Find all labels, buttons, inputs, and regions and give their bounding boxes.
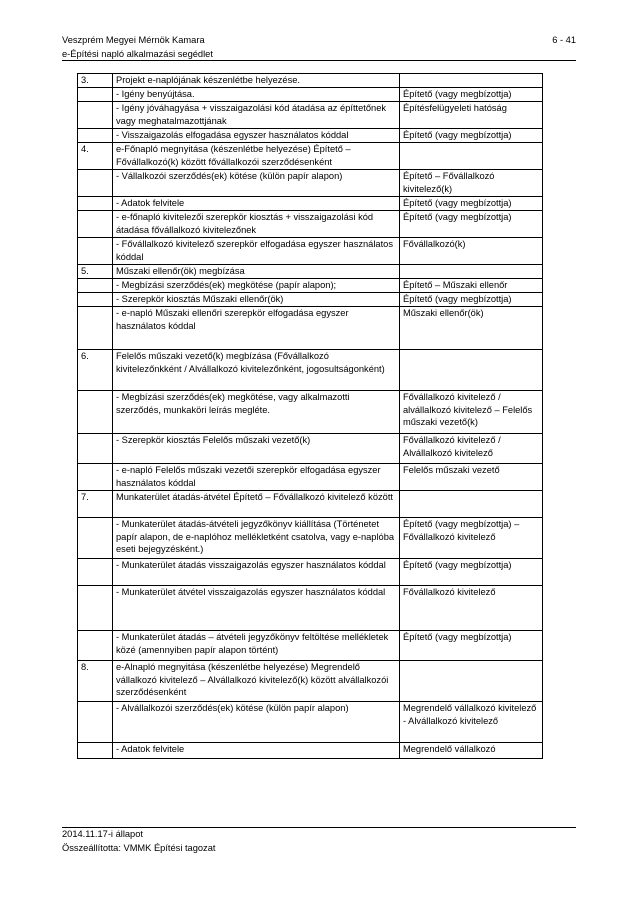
table-row <box>78 434 543 464</box>
table-row <box>78 143 543 170</box>
task-cell: Műszaki ellenőr(ök) megbízása <box>113 265 400 279</box>
task-cell: - Visszaigazolás elfogadása egyszer használatos kóddal <box>113 129 400 143</box>
responsible-cell: Építésfelügyeleti hatóság <box>400 102 543 129</box>
table-row <box>78 129 543 143</box>
step-number-cell <box>78 197 113 211</box>
responsible-cell: Megrendelő vállalkozó <box>400 743 543 759</box>
responsible-cell: Építető (vagy megbízottja) <box>400 129 543 143</box>
responsible-cell: Fővállalkozó kivitelező / Alvállalkozó kivitelező <box>400 434 543 464</box>
table-row <box>78 518 543 559</box>
step-number-cell: 3. <box>78 74 113 88</box>
task-cell: - Munkaterület átadás visszaigazolás egyszer használatos kóddal <box>113 559 400 586</box>
responsible-cell: Megrendelő vállalkozó kivitelező - Alvállalkozó kivitelező <box>400 702 543 743</box>
footer-divider <box>62 827 576 828</box>
responsible-cell: Építető (vagy megbízottja) <box>400 559 543 586</box>
step-number-cell <box>78 170 113 197</box>
responsible-cell: Építető (vagy megbízottja) <box>400 211 543 238</box>
table-row <box>78 279 543 293</box>
table-row <box>78 265 543 279</box>
step-number-cell <box>78 464 113 491</box>
footer-compiled-by: Összeállította: VMMK Építési tagozat <box>62 843 216 853</box>
table-row <box>78 170 543 197</box>
task-cell: - Adatok felvitele <box>113 743 400 759</box>
step-number-cell <box>78 279 113 293</box>
table-row <box>78 661 543 702</box>
table-row <box>78 631 543 661</box>
table-row <box>78 102 543 129</box>
table-row <box>78 491 543 518</box>
table-row <box>78 586 543 631</box>
task-cell: - Munkaterület átvétel visszaigazolás egyszer használatos kóddal <box>113 586 400 631</box>
step-number-cell <box>78 211 113 238</box>
header-subtitle: e-Építési napló alkalmazási segédlet <box>62 49 213 59</box>
table-row <box>78 464 543 491</box>
task-cell: - Megbízási szerződés(ek) megkötése, vagy alkalmazotti szerződés, munkaköri leírás megléte. <box>113 391 400 434</box>
step-number-cell <box>78 743 113 759</box>
responsible-cell <box>400 661 543 702</box>
table-row <box>78 702 543 743</box>
step-number-cell: 7. <box>78 491 113 518</box>
task-cell: - Megbízási szerződés(ek) megkötése (papír alapon); <box>113 279 400 293</box>
table-row <box>78 559 543 586</box>
table-row <box>78 238 543 265</box>
procedure-table <box>77 73 543 759</box>
step-number-cell <box>78 102 113 129</box>
responsible-cell <box>400 74 543 88</box>
task-cell: Projekt e-naplójának készenlétbe helyezése. <box>113 74 400 88</box>
task-cell: - e-napló Műszaki ellenőri szerepkör elfogadása egyszer használatos kóddal <box>113 307 400 350</box>
step-number-cell <box>78 586 113 631</box>
step-number-cell <box>78 129 113 143</box>
step-number-cell <box>78 88 113 102</box>
responsible-cell: Építető (vagy megbízottja) <box>400 293 543 307</box>
responsible-cell <box>400 143 543 170</box>
task-cell: - Adatok felvitele <box>113 197 400 211</box>
step-number-cell <box>78 631 113 661</box>
step-number-cell <box>78 434 113 464</box>
step-number-cell <box>78 559 113 586</box>
step-number-cell: 6. <box>78 350 113 391</box>
table-row <box>78 350 543 391</box>
responsible-cell: Felelős műszaki vezető <box>400 464 543 491</box>
task-cell: - Alvállalkozói szerződés(ek) kötése (külön papír alapon) <box>113 702 400 743</box>
step-number-cell <box>78 307 113 350</box>
table-row <box>78 211 543 238</box>
task-cell: Felelős műszaki vezető(k) megbízása (Fővállalkozó kivitelezőnkként / Alvállalkozó kivitelezőnként, jogosultságonként) <box>113 350 400 391</box>
responsible-cell: Fővállalkozó kivitelező <box>400 586 543 631</box>
responsible-cell: Építető (vagy megbízottja) <box>400 197 543 211</box>
responsible-cell <box>400 265 543 279</box>
table-row <box>78 743 543 759</box>
table-row <box>78 197 543 211</box>
responsible-cell: Fővállalkozó kivitelező / alvállalkozó kivitelező – Felelős műszaki vezető(k) <box>400 391 543 434</box>
table-row <box>78 391 543 434</box>
footer-date: 2014.11.17-i állapot <box>62 829 143 839</box>
task-cell: - e-napló Felelős műszaki vezetői szerepkör elfogadása egyszer használatos kóddal <box>113 464 400 491</box>
task-cell: Munkaterület átadás-átvétel Építető – Fővállalkozó kivitelező között <box>113 491 400 518</box>
page-number: 6 - 41 <box>552 35 576 45</box>
table-row <box>78 307 543 350</box>
task-cell: - Vállalkozói szerződés(ek) kötése (külön papír alapon) <box>113 170 400 197</box>
step-number-cell <box>78 238 113 265</box>
task-cell: - Fővállalkozó kivitelező szerepkör elfogadása egyszer használatos kóddal <box>113 238 400 265</box>
task-cell: e-Főnapló megnyitása (készenlétbe helyezése) Építető – Fővállalkozó(k) között fővállalkozói szerződésenként <box>113 143 400 170</box>
responsible-cell <box>400 491 543 518</box>
table-row <box>78 293 543 307</box>
responsible-cell: Építető (vagy megbízottja) – Fővállalkozó kivitelező <box>400 518 543 559</box>
responsible-cell: Műszaki ellenőr(ök) <box>400 307 543 350</box>
step-number-cell <box>78 518 113 559</box>
step-number-cell: 4. <box>78 143 113 170</box>
page-header <box>62 35 576 45</box>
task-cell: e-Alnapló megnyitása (készenlétbe helyezése) Megrendelő vállalkozó kivitelező – Alvállalkozó kivitelező(k) között alvállalkozói szerződésenként <box>113 661 400 702</box>
step-number-cell <box>78 702 113 743</box>
table-row <box>78 74 543 88</box>
procedure-table-body <box>78 74 543 759</box>
step-number-cell <box>78 391 113 434</box>
responsible-cell: Építető – Fővállalkozó kivitelező(k) <box>400 170 543 197</box>
task-cell: - e-főnapló kivitelezői szerepkör kiosztás + visszaigazolási kód átadása fővállalkozó kivitelezőnek <box>113 211 400 238</box>
responsible-cell: Építető – Műszaki ellenőr <box>400 279 543 293</box>
responsible-cell: Fővállalkozó(k) <box>400 238 543 265</box>
responsible-cell: Építető (vagy megbízottja) <box>400 631 543 661</box>
responsible-cell <box>400 350 543 391</box>
step-number-cell <box>78 293 113 307</box>
task-cell: - Szerepkör kiosztás Felelős műszaki vezető(k) <box>113 434 400 464</box>
task-cell: - Szerepkör kiosztás Műszaki ellenőr(ök) <box>113 293 400 307</box>
step-number-cell: 8. <box>78 661 113 702</box>
task-cell: - Igény jóváhagyása + visszaigazolási kód átadása az építtetőnek vagy meghatalmazottjának <box>113 102 400 129</box>
task-cell: - Igény benyújtása. <box>113 88 400 102</box>
header-divider <box>62 60 576 61</box>
task-cell: - Munkaterület átadás-átvételi jegyzőkönyv kiállítása (Történetet papír alapon, de e-naplóhoz mellékletként csatolva, vagy e-naplóba eseti bejegyzésként.) <box>113 518 400 559</box>
header-organization: Veszprém Megyei Mérnök Kamara <box>62 35 205 45</box>
table-row <box>78 88 543 102</box>
step-number-cell: 5. <box>78 265 113 279</box>
task-cell: - Munkaterület átadás – átvételi jegyzőkönyv feltöltése mellékletek közé (amennyiben papír alapon történt) <box>113 631 400 661</box>
responsible-cell: Építető (vagy megbízottja) <box>400 88 543 102</box>
